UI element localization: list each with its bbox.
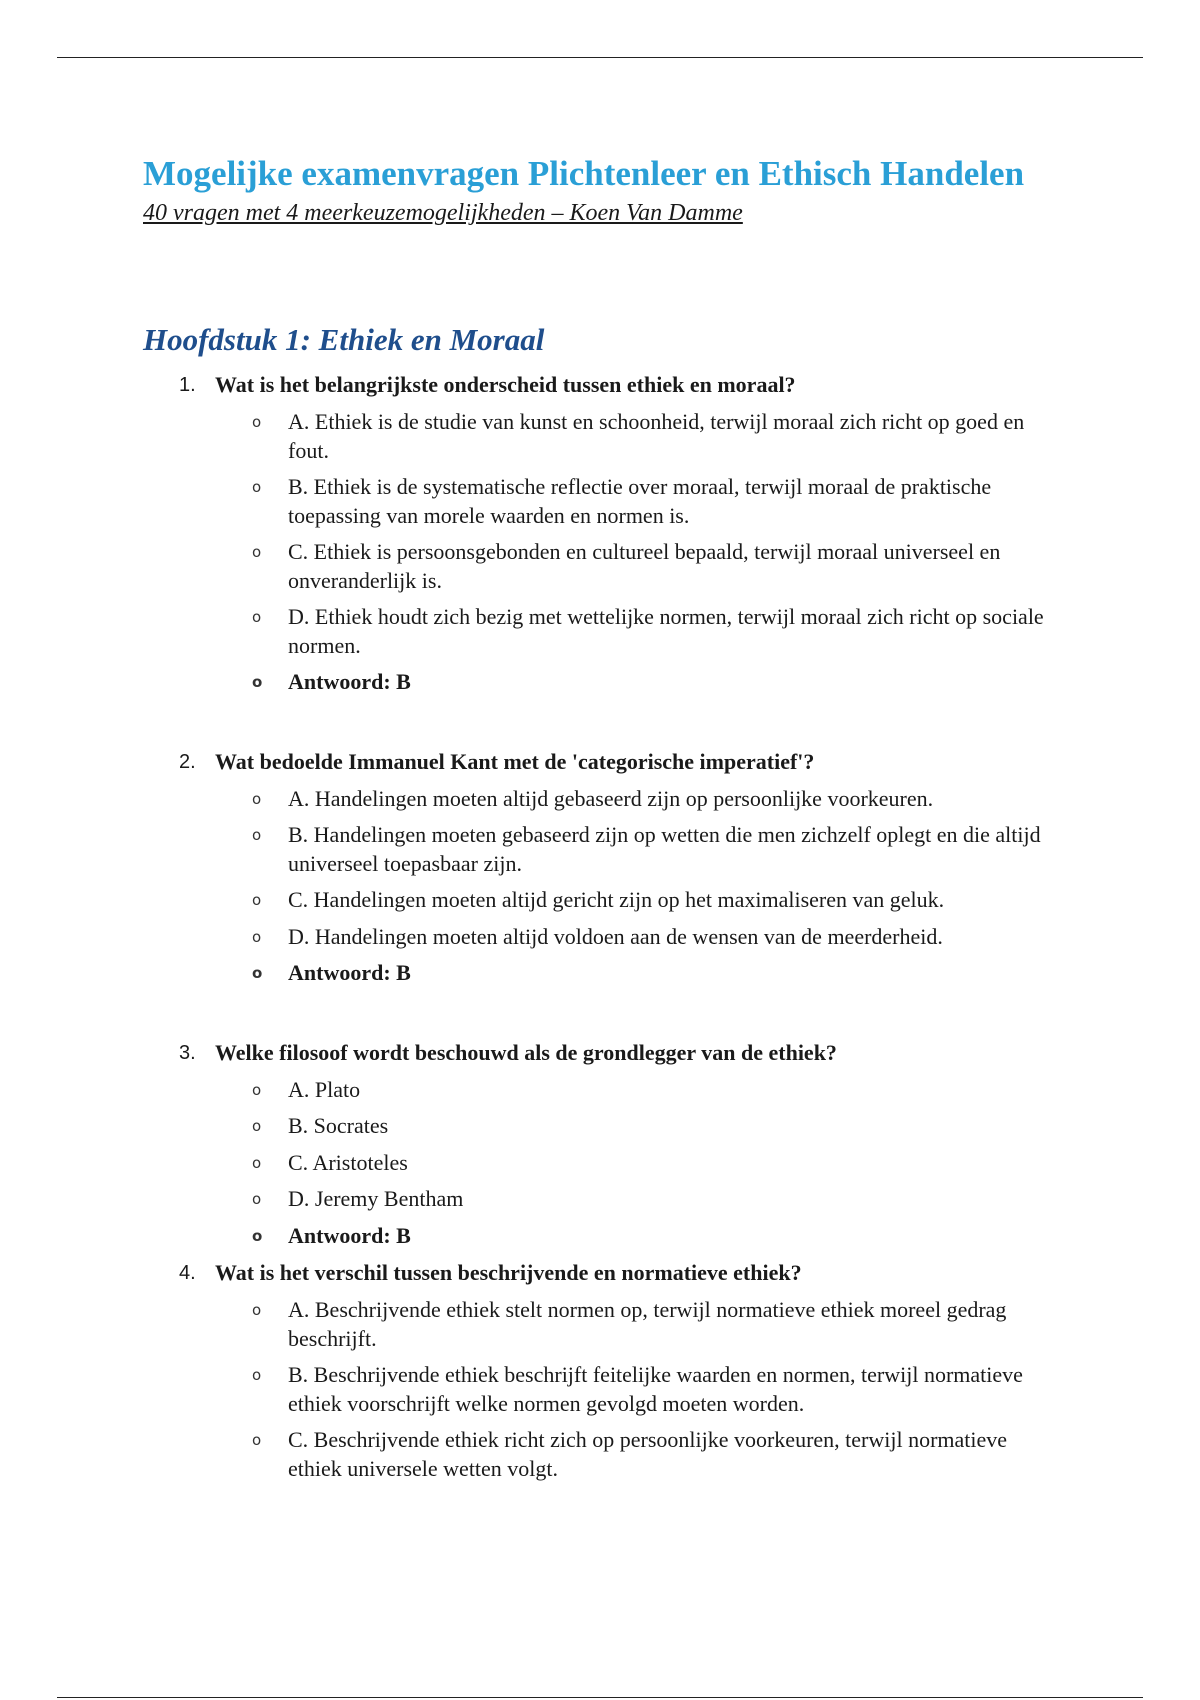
option-d: o D. Jeremy Bentham [288,1181,1073,1218]
option-a: o A. Plato [288,1072,1073,1109]
question-1 [143,366,1073,701]
option-b: o B. Beschrijvende ethiek beschrijft feitelijke waarden en normen, terwijl normatieve ethiek voorschrijft welke normen gevolgd moeten worden. [252,1362,1023,1416]
option-a: o A. Handelingen moeten altijd gebaseerd zijn op persoonlijke voorkeuren. [288,781,1073,818]
option-d: o D. Ethiek houdt zich bezig met wettelijke normen, terwijl moraal zich richt op sociale normen. [252,604,1044,658]
bullet-icon: o [252,1301,262,1319]
option-list [143,781,1073,992]
bullet-icon: o [252,413,262,431]
question-number: 3. [179,1041,196,1064]
question-text: Wat is het belangrijkste onderscheid tussen ethiek en moraal? [215,372,796,397]
option-list [143,404,1073,701]
header-rule [57,57,1143,58]
option-c: o C. Aristoteles [288,1145,1073,1182]
bullet-icon: o [252,964,263,982]
question-4 [143,1254,1073,1487]
footer-rule [57,1697,1143,1698]
chapter-title: Hoofdstuk 1: Ethiek en Moraal [143,322,545,357]
bullet-icon: o [252,673,263,691]
option-c: o C. Beschrijvende ethiek richt zich op persoonlijke voorkeuren, terwijl normatieve ethiek universele wetten volgt. [252,1427,1008,1481]
bullet-icon: o [252,1080,262,1099]
document-title: Mogelijke examenvragen Plichtenleer en Ethisch Handelen [143,154,1025,193]
question-number: 1. [179,374,196,396]
page-content [143,150,1073,1487]
answer: o Antwoord: B [288,1218,1073,1255]
question-number: 4. [179,1262,196,1284]
bullet-icon: o [252,1366,262,1384]
answer: o Antwoord: B [288,664,1073,701]
bullet-icon: o [252,1226,263,1245]
option-list [143,1072,1073,1255]
bullet-icon: o [252,608,262,626]
option-a: o A. Ethiek is de studie van kunst en schoonheid, terwijl moraal zich richt op goed en fout. [252,409,1025,463]
question-text: Wat is het verschil tussen beschrijvende en normatieve ethiek? [215,1260,802,1285]
question-2 [143,743,1073,992]
option-a: o A. Beschrijvende ethiek stelt normen op, terwijl normatieve ethiek moreel gedrag beschrijft. [252,1297,1007,1351]
option-b: o B. Handelingen moeten gebaseerd zijn op wetten die men zichzelf oplegt en die altijd universeel toepasbaar zijn. [252,822,1041,876]
question-text: Welke filosoof wordt beschouwd als de grondlegger van de ethiek? [215,1039,837,1065]
bullet-icon: o [252,478,262,496]
bullet-icon: o [252,891,262,909]
bullet-icon: o [252,789,262,808]
bullet-icon: o [252,826,262,844]
question-list [143,366,1073,1487]
question-text: Wat bedoelde Immanuel Kant met de 'categorische imperatief'? [215,748,815,774]
bullet-icon: o [252,1117,262,1135]
bullet-icon: o [252,1190,262,1208]
option-list [143,1292,1073,1487]
option-d: o D. Handelingen moeten altijd voldoen aan de wensen van de meerderheid. [288,919,1073,956]
document-subtitle: 40 vragen met 4 meerkeuzemogelijkheden – Koen Van Damme [143,200,743,226]
question-number: 2. [179,750,196,773]
bullet-icon: o [252,1153,262,1172]
answer: o Antwoord: B [288,955,1073,992]
option-b: o B. Socrates [288,1108,1073,1145]
bullet-icon: o [252,927,262,946]
bullet-icon: o [252,543,262,561]
option-b: o B. Ethiek is de systematische reflectie over moraal, terwijl moraal de praktische toepassing van morele waarden en normen is. [252,474,992,528]
option-c: o C. Handelingen moeten altijd gericht zijn op het maximaliseren van geluk. [288,882,1073,919]
question-3 [143,1034,1073,1255]
option-c: o C. Ethiek is persoonsgebonden en cultureel bepaald, terwijl moraal universeel en onveranderlijk is. [252,539,1001,593]
bullet-icon: o [252,1431,262,1449]
